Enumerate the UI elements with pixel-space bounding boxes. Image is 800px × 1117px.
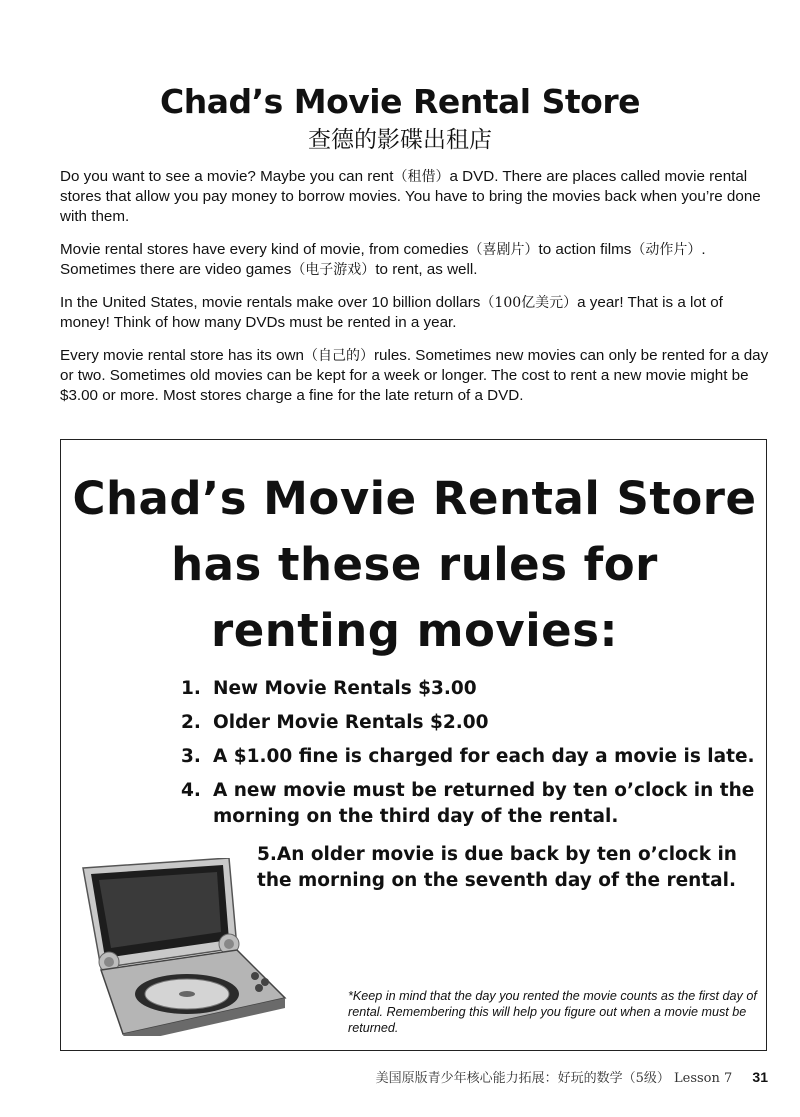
rule-item-5: 5.An older movie is due back by ten o’clock in the morning on the seventh day of the rental.	[257, 844, 737, 891]
rules-list	[181, 676, 771, 838]
footnote: *Keep in mind that the day you rented the movie counts as the first day of rental. Remembering this will help you figure out when a movie must be returned.	[348, 989, 757, 1035]
rules-box	[60, 439, 767, 1051]
rule-item: 4. A new movie must be returned by ten o’clock in the morning on the third day of the rental.	[181, 780, 755, 827]
intro-text	[60, 167, 770, 419]
rule-item: 1. New Movie Rentals $3.00	[181, 678, 477, 699]
page-number: 31	[752, 1069, 768, 1085]
page-subtitle: 查德的影碟出租店	[308, 127, 492, 153]
lesson-label: Lesson 7	[674, 1071, 733, 1086]
page-title: Chad’s Movie Rental Store	[160, 82, 640, 121]
intro-paragraph-2: Movie rental stores have every kind of movie, from comedies（喜剧片）to action films（动作片）. Sometimes there are video games（电子游戏）to rent, as well.	[60, 241, 706, 278]
intro-paragraph-3: In the United States, movie rentals make over 10 billion dollars（100亿美元）a year! That is a lot of money! Think of how many DVDs must be rented in a year.	[60, 294, 723, 331]
portable-dvd-player-icon	[79, 858, 289, 1036]
intro-paragraph-4: Every movie rental store has its own（自己的）rules. Sometimes new movies can only be rented for a day or two. Sometimes old movies can be kept for a week or longer. The cost to rent a new movie might be $3.00 or more. Most stores charge a fine for the late return of a DVD.	[60, 347, 769, 404]
rule-item: 3. A $1.00 fine is charged for each day a movie is late.	[181, 746, 755, 767]
page-footer	[376, 1067, 768, 1086]
rules-heading: Chad’s Movie Rental Store has these rules for renting movies:	[72, 472, 757, 657]
book-title: 美国原版青少年核心能力拓展：好玩的数学（5级）	[375, 1071, 670, 1086]
rule-item: 2. Older Movie Rentals $2.00	[181, 712, 489, 733]
intro-paragraph-1: Do you want to see a movie? Maybe you can rent（租借）a DVD. There are places called movie rental stores that allow you pay money to borrow movies. You have to bring the movies back when you’re done with them.	[60, 168, 761, 225]
